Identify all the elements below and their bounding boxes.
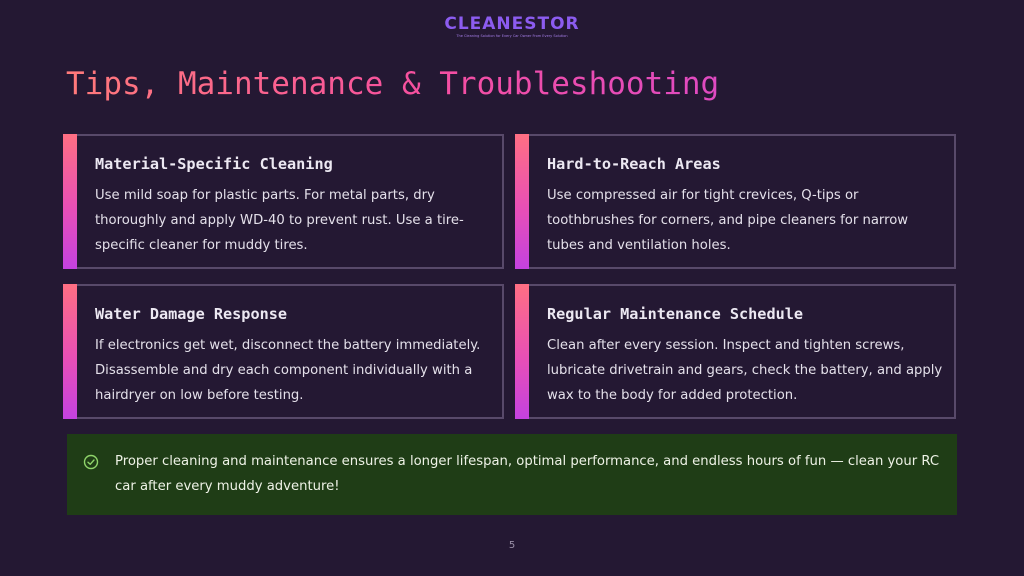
brand-logo bbox=[0, 14, 1024, 39]
card-material-specific-cleaning bbox=[63, 134, 504, 269]
card-accent-bar bbox=[515, 284, 529, 419]
callout-text: Proper cleaning and maintenance ensures a longer lifespan, optimal performance, and endless hours of fun — clean your RC car after every muddy adventure! bbox=[115, 454, 940, 494]
card-accent-bar bbox=[63, 134, 77, 269]
card-heading: Hard-to-Reach Areas bbox=[547, 155, 721, 173]
card-body: Clean after every session. Inspect and tighten screws, lubricate drivetrain and gears, check the battery, and apply wax to the body for added protection. bbox=[547, 338, 943, 403]
brand-name: CLEANESTOR bbox=[444, 14, 580, 34]
check-circle-icon bbox=[83, 454, 99, 470]
page-number: 5 bbox=[508, 540, 516, 551]
card-heading: Material-Specific Cleaning bbox=[95, 155, 333, 173]
card-regular-maintenance-schedule bbox=[515, 284, 956, 419]
summary-callout bbox=[67, 434, 957, 515]
card-heading: Water Damage Response bbox=[95, 305, 288, 323]
card-accent-bar bbox=[515, 134, 529, 269]
card-body: If electronics get wet, disconnect the battery immediately. Disassemble and dry each component individually with a hairdryer on low before testing. bbox=[95, 338, 481, 403]
slide-title: Tips, Maintenance & Troubleshooting bbox=[66, 62, 719, 106]
card-body: Use compressed air for tight crevices, Q-tips or toothbrushes for corners, and pipe cleaners for narrow tubes and ventilation holes. bbox=[547, 188, 909, 253]
card-hard-to-reach-areas bbox=[515, 134, 956, 269]
card-accent-bar bbox=[63, 284, 77, 419]
card-body: Use mild soap for plastic parts. For metal parts, dry thoroughly and apply WD-40 to prevent rust. Use a tire-specific cleaner for muddy tires. bbox=[95, 188, 464, 253]
card-water-damage-response bbox=[63, 284, 504, 419]
brand-tagline: The Cleaning Solution for Every Car Owner From Every Solution bbox=[456, 34, 568, 38]
card-heading: Regular Maintenance Schedule bbox=[547, 305, 804, 323]
